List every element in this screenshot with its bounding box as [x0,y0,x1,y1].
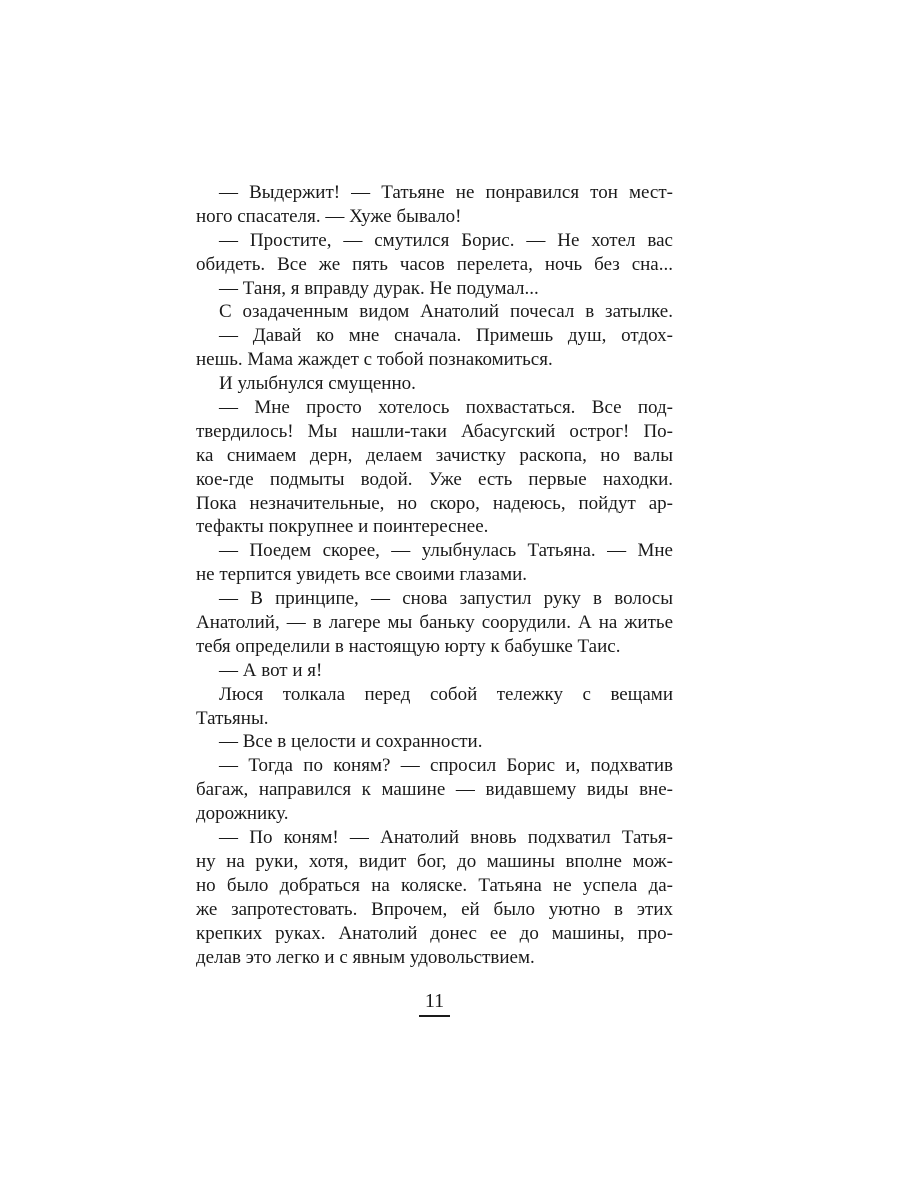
text-line: Татьяны. [196,707,269,729]
text-line: тефакты покрупнее и поинтереснее. [196,516,489,538]
page-number-underline [419,1015,450,1017]
text-line: нешь. Мама жаждет с тобой познакомиться. [196,349,553,371]
text-line: Пока незначительные, но скоро, надеюсь, пойдут ар- [196,492,673,514]
text-line: твердилось! Мы нашли-таки Абасугский острог! По- [196,420,673,442]
text-line: Анатолий, — в лагере мы баньку соорудили. А на житье [196,612,673,634]
text-line: делав это легко и с явным удовольствием. [196,946,535,968]
text-line: ка снимаем дерн, делаем зачистку раскопа, но валы [196,444,673,466]
text-line: не терпится увидеть все своими глазами. [196,564,528,586]
text-line: — Все в целости и сохранности. [219,731,483,753]
text-line: крепких руках. Анатолий донес ее до машины, про- [196,922,673,944]
text-line: тебя определили в настоящую юрту к бабушке Таис. [196,635,621,657]
text-line: — А вот и я! [219,659,323,681]
text-line: ного спасателя. — Хуже бывало! [196,205,462,227]
text-line: же запротестовать. Впрочем, ей было уютно в этих [196,898,673,920]
text-line: И улыбнулся смущенно. [219,373,416,395]
text-line: — Давай ко мне сначала. Примешь душ, отдох- [219,325,673,347]
text-line: обидеть. Все же пять часов перелета, ночь без сна... [196,253,673,275]
text-line: — Таня, я вправду дурак. Не подумал... [219,277,539,299]
text-line: ну на руки, хотя, видит бог, до машины вполне мож- [196,850,673,872]
text-line: дорожнику. [196,803,289,825]
text-line: С озадаченным видом Анатолий почесал в затылке. [219,301,673,323]
text-line: — Выдержит! — Татьяне не понравился тон мест- [219,182,673,203]
text-line: — Мне просто хотелось похвастаться. Все под- [219,397,673,419]
text-line: — Простите, — смутился Борис. — Не хотел вас [219,229,673,251]
page-number: 11 [424,990,445,1012]
text-line: но было добраться на коляске. Татьяна не успела да- [196,874,673,896]
text-line: — Поедем скорее, — улыбнулась Татьяна. — Мне [219,540,673,562]
text-line: — В принципе, — снова запустил руку в волосы [219,588,673,610]
text-line: багаж, направился к машине — видавшему виды вне- [196,779,673,801]
text-line: Люся толкала перед собой тележку с вещами [219,683,673,705]
text-line: — Тогда по коням? — спросил Борис и, подхватив [219,755,673,777]
text-line: — По коням! — Анатолий вновь подхватил Татья- [219,827,673,849]
text-line: кое-где подмыты водой. Уже есть первые находки. [196,468,673,490]
page-body-text [196,181,673,969]
